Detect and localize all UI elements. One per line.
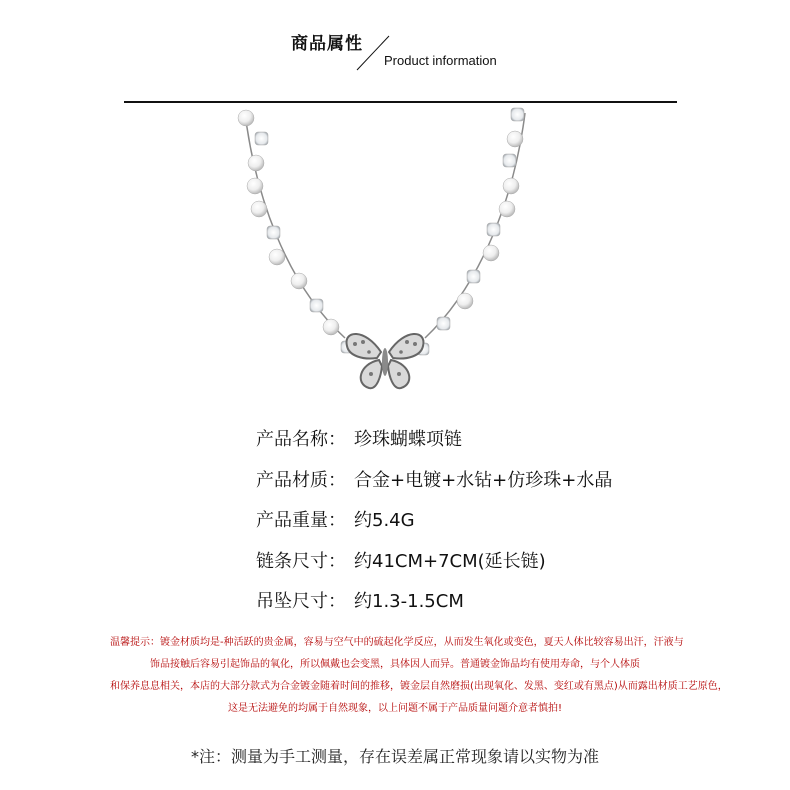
spec-label: 链条尺寸 <box>256 550 328 572</box>
care-notice <box>110 632 728 720</box>
beads-right <box>417 108 524 355</box>
spec-separator: ： <box>328 469 346 491</box>
spec-value: 约1.3-1.5CM <box>354 591 464 613</box>
chain-left <box>245 113 345 338</box>
section-subtitle: Product information <box>384 53 497 68</box>
spec-label: 产品名称 <box>256 429 328 451</box>
notice-line: 这是无法避免的均属于自然现象，以上问题不属于产品质量问题介意者慎拍! <box>227 703 562 714</box>
butterfly-pendant <box>347 334 424 388</box>
beads-left <box>238 110 353 353</box>
spec-label: 产品重量 <box>256 510 328 532</box>
spec-separator: ： <box>328 591 346 613</box>
spec-row-material <box>256 459 612 500</box>
spec-value: 约41CM+7CM(延长链) <box>354 550 546 572</box>
spec-separator: ： <box>328 510 346 532</box>
spec-row-weight <box>256 499 612 540</box>
spec-row-name <box>256 418 612 459</box>
spec-label: 吊坠尺寸 <box>256 591 328 613</box>
notice-line: 温馨提示：镀金材质均是-种活跃的贵金属，容易与空气中的硫起化学反应，从而发生氧化或变色，夏天人体比较容易出汗，汗液与 <box>110 637 684 648</box>
spec-separator: ： <box>328 550 346 572</box>
spec-value: 约5.4G <box>354 510 415 532</box>
notice-line: 和保养息息相关，本店的大部分款式为合金镀金随着时间的推移，镀金层自然磨损(出现氧化、发黑、变红或有黑点)从而露出材质工艺原色， <box>110 681 728 692</box>
spec-row-chain-size <box>256 540 612 581</box>
spec-value: 合金+电镀+水钻+仿珍珠+水晶 <box>354 469 613 491</box>
header <box>0 0 790 110</box>
spec-label: 产品材质 <box>256 469 328 491</box>
section-title: 商品属性 <box>291 34 363 54</box>
measurement-footnote: *注：测量为手工测量，存在误差属正常现象请以实物为准 <box>190 747 599 766</box>
notice-line: 饰品接触后容易引起饰品的氧化，所以佩戴也会变黑，具体因人而异。普通镀金饰品均有使用寿命，与个人体质 <box>150 659 640 670</box>
spec-row-pendant-size <box>256 580 612 621</box>
spec-separator: ： <box>328 429 346 451</box>
product-image <box>215 103 555 403</box>
spec-value: 珍珠蝴蝶项链 <box>354 429 462 451</box>
spec-list <box>256 418 612 621</box>
chain-right <box>425 113 525 338</box>
